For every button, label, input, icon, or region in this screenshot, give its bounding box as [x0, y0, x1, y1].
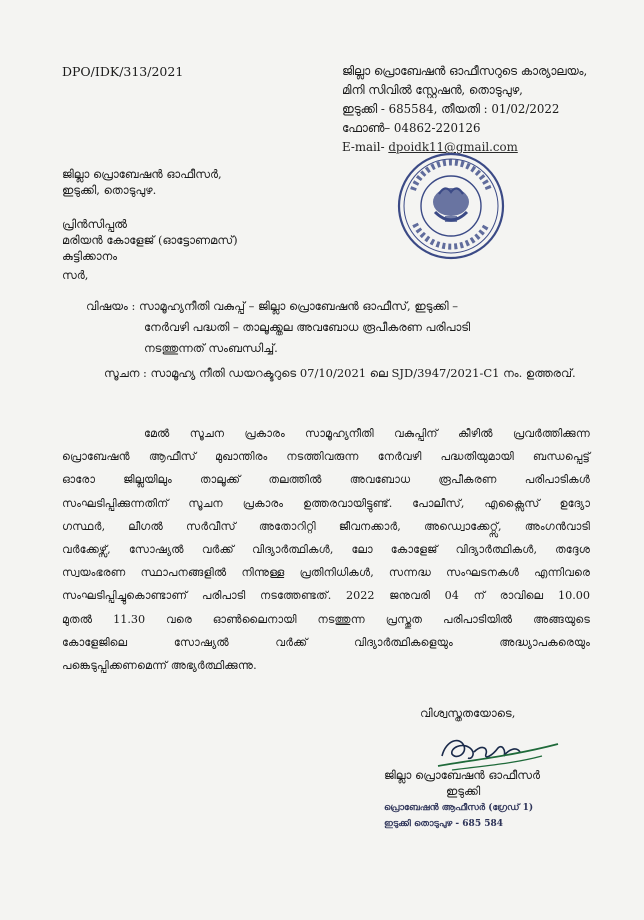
office-phone: ഫോൺ– 04862-220126 [342, 121, 481, 135]
letter-body [62, 422, 590, 677]
body-line: സംഘടിപ്പിച്ചുകൊണ്ടാണ് പരിപാടി നടത്തേണ്ടത്. 2022 ജനുവരി 04 ന് രാവിലെ 10.00 [62, 589, 590, 603]
office-line-2: മിനി സിവിൽ സ്റ്റേഷൻ, തൊടുപുഴ, [342, 83, 523, 97]
office-seal-icon [395, 150, 507, 262]
signatory-title: ജില്ലാ പ്രൊബേഷൻ ഓഫീസർ [384, 768, 541, 782]
subject-line-1: വിഷയം : സാമൂഹ്യനീതി വകുപ്പ് – ജില്ലാ പ്രൊബേഷൻ ഓഫീസ്, ഇടുക്കി – [86, 299, 459, 313]
salutation: സർ, [62, 268, 89, 282]
recipient-line-1: പ്രിൻസിപ്പൽ [62, 217, 127, 231]
subject-block [86, 296, 470, 359]
body-line: ഓരോ ജില്ലയിലും താലൂക്ക് തലത്തിൽ അവബോധ രൂപീകരണ പരിപാടികൾ [62, 473, 590, 487]
body-line: കോളേജിലെ സോഷ്യൽ വർക്ക് വിദ്യാർത്ഥികളെയും അദ്ധ്യാപകരെയും [62, 635, 590, 649]
recipient-block [62, 216, 238, 264]
designation-stamp [384, 800, 533, 832]
office-address [342, 62, 587, 157]
closing: വിശ്വസ്തതയോടെ, [420, 706, 516, 720]
body-line: സ്വയംഭരണ സ്ഥാപനങ്ങളിൽ നിന്നുള്ള പ്രതിനിധികൾ, സന്നദ്ധ സംഘടനകൾ എന്നിവരെ [62, 566, 590, 580]
body-line: ഗസ്ഥർ, ലീഗൽ സർവീസ് അതോറിറ്റി ജീവനക്കാർ, അഡ്വൊക്കേറ്റ്സ്, അംഗൻവാടി [62, 519, 590, 533]
email-link[interactable]: dpoidk11@gmail.com [388, 140, 518, 154]
signatory-block [384, 767, 540, 799]
recipient-line-3: കുട്ടിക്കാനം [62, 249, 118, 263]
sender-line-1: ജില്ലാ പ്രൊബേഷൻ ഓഫീസർ, [62, 167, 222, 181]
recipient-line-2: മരിയൻ കോളേജ് (ഓട്ടോണമസ്) [62, 233, 238, 247]
sender-block [62, 166, 222, 198]
body-line: വർക്കേഴ്സ്, സോഷ്യൽ വർക്ക് വിദ്യാർത്ഥികൾ, ലോ കോളേജ് വിദ്യാർത്ഥികൾ, തദ്ദേശ [62, 543, 590, 557]
body-line: പങ്കെടുപ്പിക്കണമെന്ന് അഭ്യർത്ഥിക്കുന്നു. [62, 659, 257, 673]
reference-line: സൂചന : സാമൂഹ്യ നീതി ഡയറക്ടറുടെ 07/10/2021 ലെ SJD/3947/2021-C1 നം. ഉത്തരവ്. [104, 366, 576, 380]
subject-line-2: നേർവഴി പദ്ധതി – താലൂക്ക്തല അവബോധ രൂപീകരണ പരിപാടി [144, 320, 471, 334]
body-line: സംഘടിപ്പിക്കുന്നതിന് സൂചന പ്രകാരം ഉത്തരവായിട്ടുണ്ട്. പോലീസ്, എക്സൈസ് ഉദ്യോ [62, 496, 590, 510]
stamp-line-1: പ്രൊബേഷൻ ആഫീസർ (ഗ്രേഡ് 1) [384, 803, 534, 813]
body-line: മുതൽ 11.30 വരെ ഓൺലൈനായി നടത്തുന്ന പ്രസ്തുത പരിപാടിയിൽ അങ്ങയുടെ [62, 612, 590, 626]
body-line: മേൽ സൂചന പ്രകാരം സാമൂഹ്യനീതി വകുപ്പിന് കീഴിൽ പ്രവർത്തിക്കുന്ന [144, 427, 590, 440]
body-line: പ്രൊബേഷൻ ആഫീസ് മുഖാന്തിരം നടത്തിവരുന്ന നേർവഴി പദ്ധതിയുമായി ബന്ധപ്പെട്ട് [62, 450, 590, 464]
email-label: E-mail- [342, 140, 389, 154]
signatory-district: ഇടുക്കി [446, 784, 481, 798]
sender-line-2: ഇടുക്കി, തൊടുപുഴ. [62, 183, 157, 197]
subject-line-3: നടത്തുന്നത് സംബന്ധിച്ച്. [144, 341, 278, 355]
office-line-3: ഇടുക്കി - 685584, തീയതി : 01/02/2022 [342, 102, 560, 116]
office-line-1: ജില്ലാ പ്രൊബേഷൻ ഓഫീസറുടെ കാര്യാലയം, [342, 64, 588, 78]
reference-number: DPO/IDK/313/2021 [62, 64, 184, 79]
stamp-line-2: ഇടുക്കി തൊടുപുഴ - 685 584 [384, 819, 504, 829]
